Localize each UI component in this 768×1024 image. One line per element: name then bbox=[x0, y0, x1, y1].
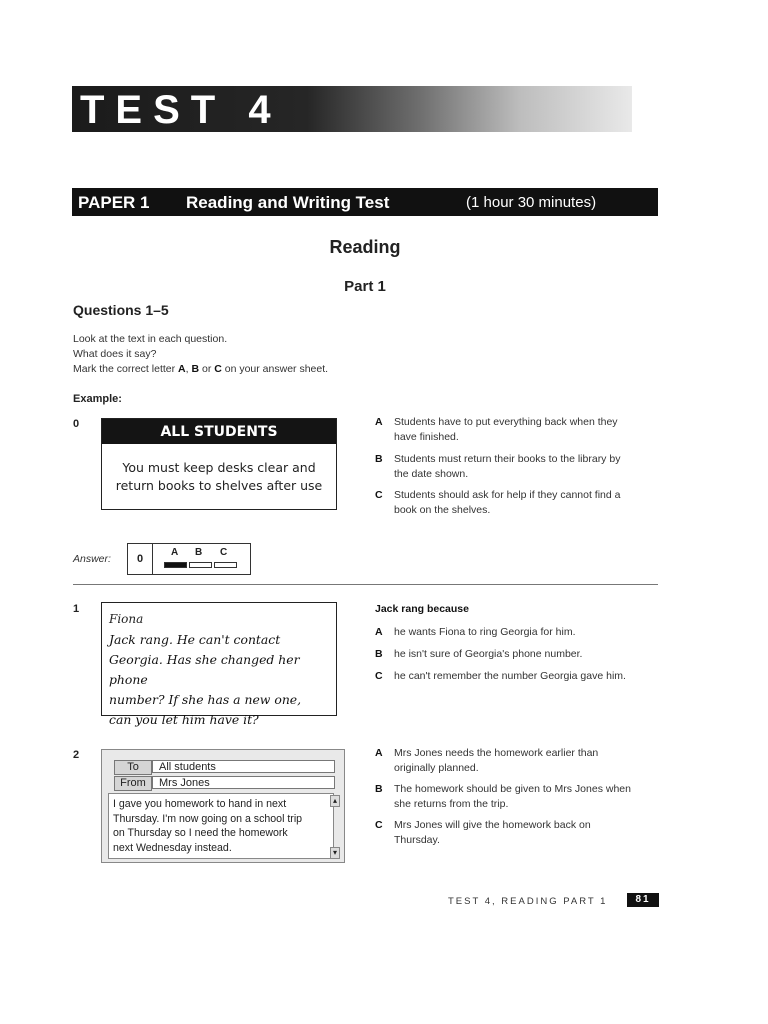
answer-mark-a bbox=[164, 562, 187, 568]
option-line: Thursday. bbox=[394, 834, 440, 846]
note-body bbox=[109, 630, 337, 730]
option-line: Students should ask for help if they cannot find a bbox=[394, 489, 621, 501]
example-option-c bbox=[375, 488, 665, 520]
option-line: she returns from the trip. bbox=[394, 798, 509, 810]
note-line: Jack rang. He can't contact bbox=[109, 632, 281, 647]
example-option-b bbox=[375, 452, 665, 484]
option-line: The homework should be given to Mrs Jones when bbox=[394, 783, 631, 795]
notice-body bbox=[108, 459, 330, 495]
instruction-or: or bbox=[199, 363, 215, 375]
option-line: the date shown. bbox=[394, 468, 469, 480]
option-text bbox=[394, 818, 664, 848]
letter-c: C bbox=[214, 363, 222, 375]
instruction-line-3 bbox=[73, 363, 328, 375]
email-line: next Wednesday instead. bbox=[113, 841, 232, 854]
answer-letter-a: A bbox=[171, 547, 179, 558]
email-line: on Thursday so I need the homework bbox=[113, 827, 288, 839]
notice-line: return books to shelves after use bbox=[115, 478, 323, 493]
example-label: Example: bbox=[73, 393, 122, 405]
q2-option-a bbox=[375, 746, 665, 778]
option-text bbox=[394, 782, 664, 812]
letter-a: A bbox=[178, 363, 186, 375]
option-line: Students have to put everything back when they bbox=[394, 416, 618, 428]
example-option-a bbox=[375, 415, 665, 447]
option-line: Mrs Jones needs the homework earlier than bbox=[394, 747, 599, 759]
answer-letter-c: C bbox=[220, 547, 228, 558]
email-body bbox=[108, 793, 334, 859]
letter-b: B bbox=[191, 363, 200, 375]
option-letter: B bbox=[375, 648, 383, 660]
scroll-up-icon: ▴ bbox=[330, 795, 340, 807]
option-letter: A bbox=[375, 747, 383, 759]
question-1-number: 1 bbox=[73, 603, 80, 615]
handwritten-note bbox=[101, 602, 337, 727]
instruction-text: Mark the correct letter bbox=[73, 363, 179, 375]
paper-header-bar bbox=[72, 188, 658, 216]
section-divider bbox=[73, 584, 658, 585]
email-line: I gave you homework to hand in next bbox=[113, 798, 287, 810]
option-text: he can't remember the number Georgia gave him. bbox=[394, 670, 626, 682]
instruction-line-1: Look at the text in each question. bbox=[73, 333, 228, 345]
example-notice bbox=[101, 418, 337, 510]
option-line: have finished. bbox=[394, 431, 459, 443]
to-button: To bbox=[114, 760, 152, 775]
q1-option-c bbox=[375, 669, 665, 685]
paper-duration: (1 hour 30 minutes) bbox=[466, 194, 597, 211]
instruction-sep: , bbox=[185, 363, 192, 375]
option-text bbox=[394, 415, 664, 445]
part-title: Part 1 bbox=[344, 278, 386, 295]
answer-number: 0 bbox=[128, 544, 153, 574]
question-2-number: 2 bbox=[73, 749, 80, 761]
option-letter: B bbox=[375, 453, 383, 465]
answer-label: Answer: bbox=[73, 553, 111, 565]
answer-letter-b: B bbox=[195, 547, 203, 558]
answer-mark-c bbox=[214, 562, 237, 568]
q1-option-a bbox=[375, 625, 665, 641]
to-field: All students bbox=[152, 760, 335, 773]
option-letter: C bbox=[375, 670, 383, 682]
note-from: Fiona bbox=[109, 612, 144, 626]
note-line: number? If she has a new one, bbox=[109, 692, 302, 707]
option-text bbox=[394, 746, 664, 776]
example-number: 0 bbox=[73, 418, 80, 430]
note-line: can you let him have it? bbox=[109, 712, 259, 727]
note-line: Georgia. Has she changed her phone bbox=[109, 652, 300, 687]
option-text: he wants Fiona to ring Georgia for him. bbox=[394, 626, 576, 638]
test-title: TEST 4 bbox=[80, 88, 282, 132]
q1-option-b bbox=[375, 647, 665, 663]
from-button: From bbox=[114, 776, 152, 791]
option-letter: A bbox=[375, 626, 383, 638]
from-field: Mrs Jones bbox=[152, 776, 335, 789]
option-line: book on the shelves. bbox=[394, 504, 491, 516]
paper-label: PAPER 1 bbox=[78, 193, 150, 212]
option-letter: A bbox=[375, 416, 383, 428]
option-letter: C bbox=[375, 489, 383, 501]
notice-title: ALL STUDENTS bbox=[102, 419, 336, 444]
paper-name: Reading and Writing Test bbox=[186, 193, 390, 212]
section-title: Reading bbox=[329, 237, 401, 257]
answer-mark-b bbox=[189, 562, 212, 568]
scroll-down-icon: ▾ bbox=[330, 847, 340, 859]
page-number: 81 bbox=[627, 893, 659, 907]
option-letter: B bbox=[375, 783, 383, 795]
notice-line: You must keep desks clear and bbox=[122, 460, 316, 475]
option-letter: C bbox=[375, 819, 383, 831]
option-line: Students must return their books to the library by bbox=[394, 453, 621, 465]
running-footer: TEST 4, READING PART 1 bbox=[448, 896, 608, 907]
q2-option-b bbox=[375, 782, 665, 814]
option-text bbox=[394, 488, 664, 518]
email-line: Thursday. I'm now going on a school trip bbox=[113, 812, 303, 825]
answer-grid bbox=[127, 543, 251, 575]
option-line: originally planned. bbox=[394, 762, 479, 774]
q2-option-c bbox=[375, 818, 665, 850]
instruction-line-2: What does it say? bbox=[73, 348, 157, 360]
questions-range: Questions 1–5 bbox=[73, 302, 169, 318]
instruction-end: on your answer sheet. bbox=[221, 363, 329, 375]
option-line: Mrs Jones will give the homework back on bbox=[394, 819, 591, 831]
question-1-stem: Jack rang because bbox=[375, 603, 469, 615]
email-window bbox=[101, 749, 345, 863]
option-text bbox=[394, 452, 664, 482]
option-text: he isn't sure of Georgia's phone number. bbox=[394, 648, 583, 660]
